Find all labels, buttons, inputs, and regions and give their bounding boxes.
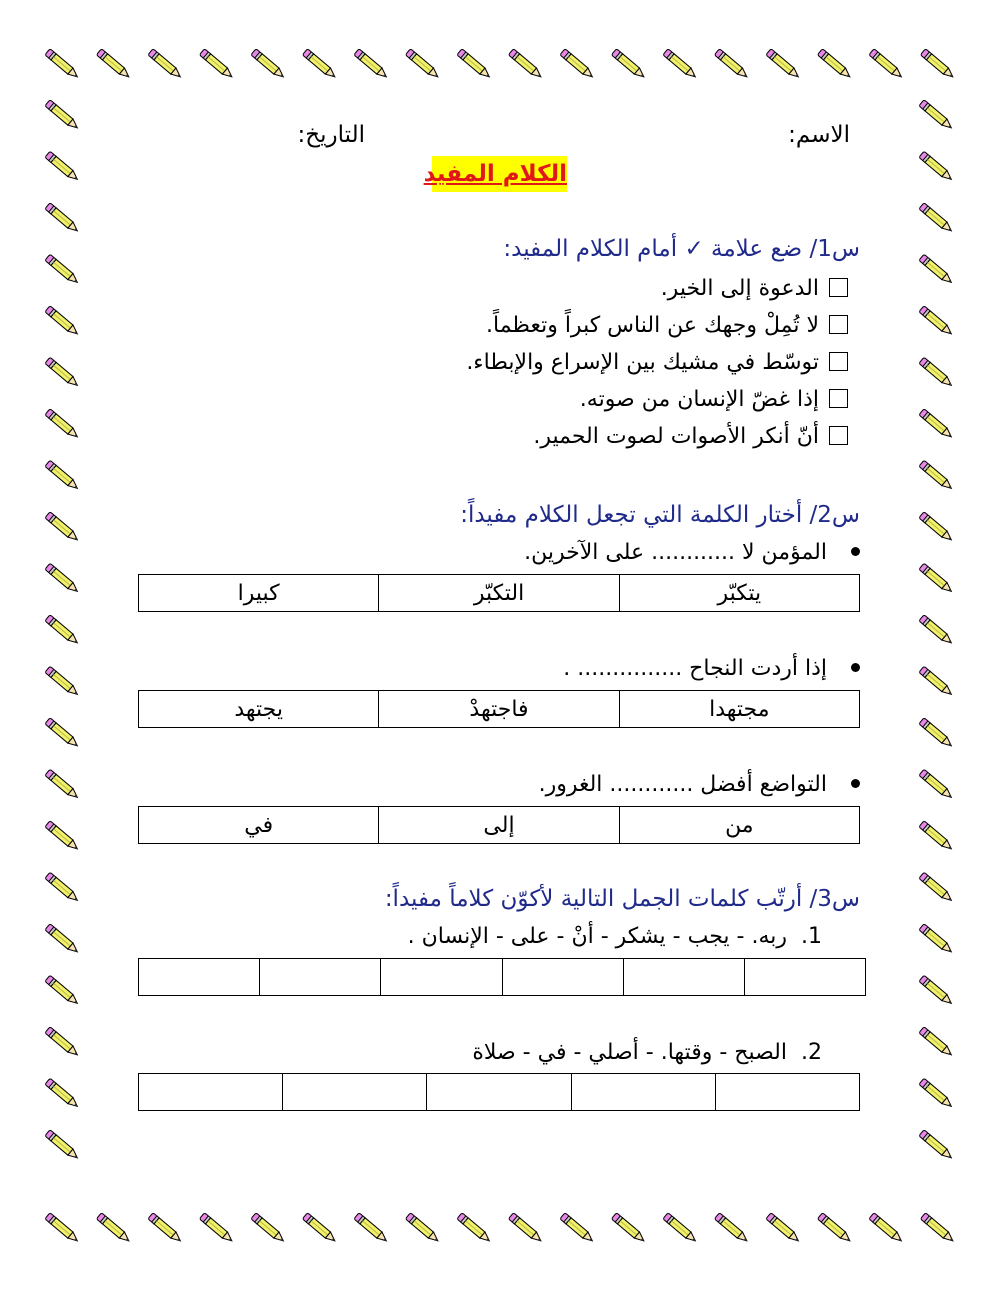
pencil-icon xyxy=(919,409,954,440)
pencil-icon xyxy=(45,306,80,337)
pencil-icon xyxy=(45,666,80,697)
pencil-icon xyxy=(920,1213,955,1244)
pencil-icon xyxy=(302,49,337,80)
pencil-icon xyxy=(919,1078,954,1109)
pencil-icon xyxy=(45,872,80,903)
checkbox[interactable] xyxy=(829,278,848,297)
answer-box[interactable] xyxy=(571,1074,715,1111)
pencil-icon xyxy=(869,1213,904,1244)
pencil-icon xyxy=(817,1213,852,1244)
pencil-icon xyxy=(919,1027,954,1058)
q3-item: 1.ربه. - يجب - يشكر - أنْ - على - الإنسان . xyxy=(407,924,822,949)
answer-box[interactable] xyxy=(381,959,502,996)
pencil-icon xyxy=(45,409,80,440)
pencil-icon xyxy=(919,666,954,697)
q1-prompt: س1/ ضع علامة ✓ أمام الكلام المفيد: xyxy=(503,236,860,262)
answer-box[interactable] xyxy=(623,959,744,996)
name-label: الاسم: xyxy=(788,122,850,148)
pencil-icon xyxy=(714,1213,749,1244)
pencil-icon xyxy=(148,49,183,80)
choice-cell[interactable]: مجتهدا xyxy=(619,691,859,728)
choice-cell[interactable]: يتكبّر xyxy=(619,575,859,612)
pencil-icon xyxy=(919,821,954,852)
answer-box[interactable] xyxy=(139,1074,283,1111)
pencil-icon xyxy=(560,49,595,80)
choice-table xyxy=(138,690,860,728)
pencil-icon xyxy=(919,615,954,646)
q1-option: توسّط في مشيك بين الإسراع والإبطاء. xyxy=(466,350,848,375)
pencil-icon xyxy=(919,718,954,749)
bullet xyxy=(851,547,860,556)
pencil-icon xyxy=(45,924,80,955)
pencil-icon xyxy=(45,563,80,594)
q2-sentence: التواضع أفضل ............ الغرور. xyxy=(539,772,860,797)
pencil-icon xyxy=(45,821,80,852)
pencil-icon xyxy=(919,357,954,388)
checkbox[interactable] xyxy=(829,315,848,334)
pencil-icon xyxy=(560,1213,595,1244)
pencil-icon xyxy=(919,460,954,491)
bullet xyxy=(851,779,860,788)
pencil-icon xyxy=(919,924,954,955)
checkbox[interactable] xyxy=(829,389,848,408)
pencil-icon xyxy=(919,306,954,337)
q3-prompt: س3/ أرتّب كلمات الجمل التالية لأكوّن كلاماً مفيداً: xyxy=(384,886,860,912)
pencil-icon xyxy=(714,49,749,80)
answer-box[interactable] xyxy=(139,959,260,996)
q3-item: 2.الصبح - وقتها. - أصلي - في - صلاة xyxy=(472,1040,822,1065)
choice-table xyxy=(138,806,860,844)
q1-option: الدعوة إلى الخير. xyxy=(661,276,848,301)
pencil-icon xyxy=(817,49,852,80)
pencil-icon xyxy=(663,49,698,80)
pencil-icon xyxy=(148,1213,183,1244)
page-title: الكلام المفيد xyxy=(432,156,567,192)
pencil-icon xyxy=(457,49,492,80)
answer-boxes xyxy=(138,1073,860,1111)
choice-cell[interactable]: يجتهد xyxy=(139,691,379,728)
pencil-icon xyxy=(663,1213,698,1244)
q1-option: لا تُمِلْ وجهك عن الناس كبراً وتعظماً. xyxy=(486,313,848,338)
pencil-icon xyxy=(45,1130,80,1161)
answer-boxes xyxy=(138,958,866,996)
pencil-icon xyxy=(45,357,80,388)
pencil-icon xyxy=(508,1213,543,1244)
answer-box[interactable] xyxy=(502,959,623,996)
pencil-icon xyxy=(919,975,954,1006)
choice-cell[interactable]: كبيرا xyxy=(139,575,379,612)
bullet xyxy=(851,663,860,672)
choice-cell[interactable]: من xyxy=(619,807,859,844)
checkbox[interactable] xyxy=(829,352,848,371)
pencil-icon xyxy=(251,1213,286,1244)
pencil-icon xyxy=(45,769,80,800)
pencil-icon xyxy=(199,1213,234,1244)
pencil-icon xyxy=(405,49,440,80)
pencil-icon xyxy=(766,1213,801,1244)
answer-box[interactable] xyxy=(283,1074,427,1111)
pencil-icon xyxy=(869,49,904,80)
pencil-icon xyxy=(199,49,234,80)
choice-cell[interactable]: في xyxy=(139,807,379,844)
pencil-icon xyxy=(919,563,954,594)
q1-option: أنّ أنكر الأصوات لصوت الحمير. xyxy=(533,424,848,449)
answer-box[interactable] xyxy=(427,1074,571,1111)
answer-box[interactable] xyxy=(260,959,381,996)
checkbox[interactable] xyxy=(829,426,848,445)
q2-prompt: س2/ أختار الكلمة التي تجعل الكلام مفيداً: xyxy=(460,502,860,528)
pencil-icon xyxy=(457,1213,492,1244)
pencil-icon xyxy=(354,49,389,80)
pencil-icon xyxy=(45,1027,80,1058)
q2-sentence: المؤمن لا ............ على الآخرين. xyxy=(524,540,860,565)
pencil-icon xyxy=(919,872,954,903)
choice-cell[interactable]: إلى xyxy=(379,807,619,844)
pencil-icon xyxy=(45,1078,80,1109)
pencil-icon xyxy=(919,151,954,182)
pencil-icon xyxy=(508,49,543,80)
q2-sentence: إذا أردت النجاح ............... . xyxy=(563,656,860,681)
pencil-icon xyxy=(919,100,954,131)
pencil-icon xyxy=(611,1213,646,1244)
pencil-icon xyxy=(45,975,80,1006)
pencil-icon xyxy=(920,49,955,80)
pencil-icon xyxy=(919,203,954,234)
pencil-icon xyxy=(405,1213,440,1244)
pencil-icon xyxy=(611,49,646,80)
pencil-icon xyxy=(766,49,801,80)
pencil-icon xyxy=(45,718,80,749)
pencil-icon xyxy=(45,203,80,234)
answer-box[interactable] xyxy=(744,959,865,996)
q1-option: إذا غضّ الإنسان من صوته. xyxy=(580,387,848,412)
answer-box[interactable] xyxy=(715,1074,859,1111)
pencil-icon xyxy=(251,49,286,80)
pencil-icon xyxy=(45,254,80,285)
pencil-icon xyxy=(919,254,954,285)
choice-cell[interactable]: التكبّر xyxy=(379,575,619,612)
pencil-icon xyxy=(919,512,954,543)
pencil-icon xyxy=(919,1130,954,1161)
pencil-icon xyxy=(45,49,80,80)
pencil-icon xyxy=(302,1213,337,1244)
choice-cell[interactable]: فاجتهدْ xyxy=(379,691,619,728)
choice-table xyxy=(138,574,860,612)
pencil-icon xyxy=(45,512,80,543)
pencil-icon xyxy=(354,1213,389,1244)
pencil-icon xyxy=(45,100,80,131)
pencil-icon xyxy=(96,49,131,80)
pencil-icon xyxy=(45,151,80,182)
pencil-icon xyxy=(96,1213,131,1244)
pencil-icon xyxy=(45,460,80,491)
pencil-icon xyxy=(45,1213,80,1244)
pencil-icon xyxy=(919,769,954,800)
pencil-icon xyxy=(45,615,80,646)
date-label: التاريخ: xyxy=(297,122,365,148)
